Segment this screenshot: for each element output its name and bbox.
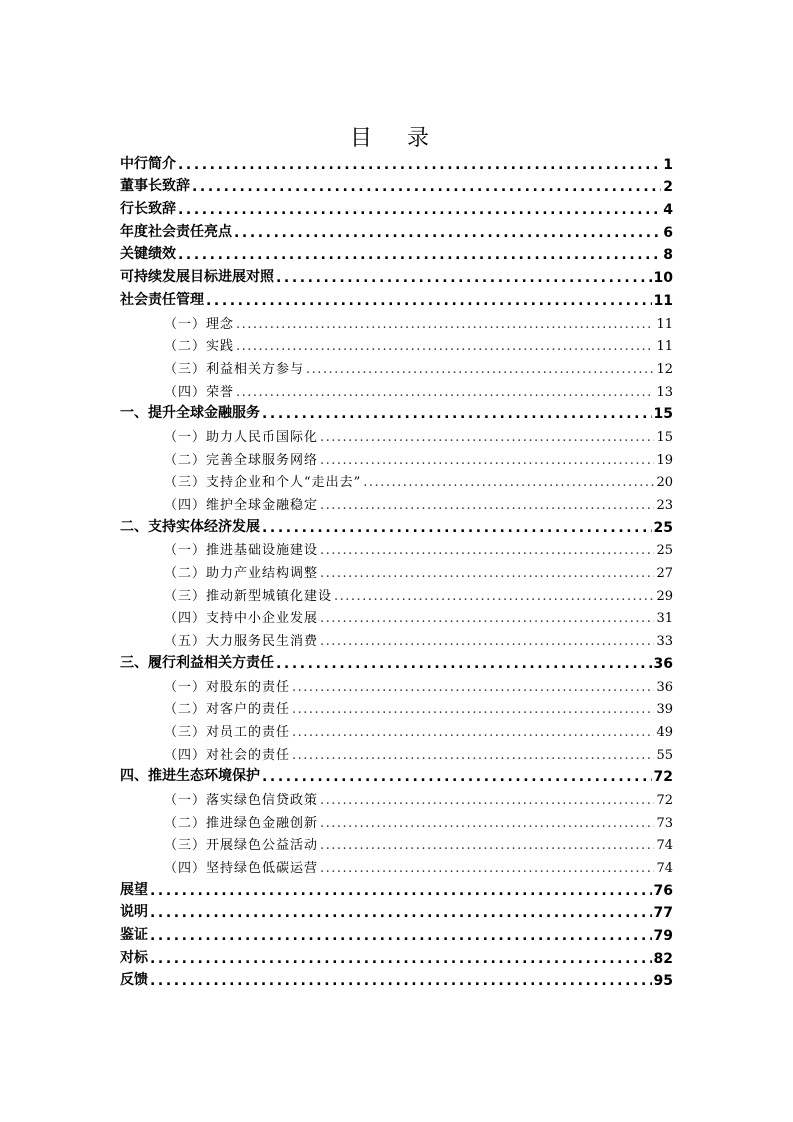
toc-leader-dots (292, 748, 654, 763)
toc-entry[interactable] (120, 150, 673, 173)
toc-entry-label: （四）支持中小企业发展 (164, 611, 319, 627)
toc-leader-dots (150, 905, 652, 921)
toc-leader-dots (306, 362, 654, 377)
toc-entry[interactable] (120, 513, 673, 536)
toc-leader-dots (320, 430, 654, 445)
toc-entry-label: （三）利益相关方参与 (164, 361, 305, 377)
toc-entry[interactable] (120, 899, 673, 922)
toc-page-number: 27 (656, 566, 673, 582)
toc-page-number: 31 (656, 611, 673, 627)
toc-entry[interactable] (120, 263, 673, 286)
table-of-contents (120, 150, 673, 989)
toc-page-number: 15 (656, 429, 673, 445)
toc-leader-dots (320, 498, 654, 513)
toc-page-number: 73 (656, 815, 673, 831)
toc-leader-dots (178, 157, 661, 173)
toc-entry-label: （二）完善全球服务网络 (164, 452, 319, 468)
toc-entry-label: 二、支持实体经济发展 (120, 518, 260, 535)
toc-entry-label: （三）支持企业和个人“走出去” (164, 475, 362, 491)
toc-leader-dots (236, 339, 654, 354)
toc-page-number: 39 (656, 702, 673, 718)
toc-entry[interactable] (120, 944, 673, 967)
toc-leader-dots (236, 317, 654, 332)
toc-leader-dots (292, 680, 654, 695)
toc-subentry[interactable] (120, 558, 673, 581)
toc-leader-dots (276, 656, 652, 672)
toc-leader-dots (206, 293, 652, 309)
toc-leader-dots (334, 589, 654, 604)
toc-leader-dots (320, 816, 654, 831)
toc-entry-label: （三）开展绿色公益活动 (164, 838, 319, 854)
toc-page-number: 76 (653, 882, 673, 899)
toc-page-number: 6 (663, 224, 673, 241)
toc-page-number: 23 (656, 498, 673, 513)
toc-entry-label: （二）对客户的责任 (164, 702, 291, 718)
toc-page-number: 8 (663, 247, 673, 264)
toc-entry[interactable] (120, 173, 673, 196)
toc-entry[interactable] (120, 921, 673, 944)
toc-page-number: 2 (663, 179, 673, 196)
toc-leader-dots (150, 883, 652, 899)
toc-page-number: 11 (656, 339, 673, 355)
toc-leader-dots (292, 725, 654, 740)
toc-page-number: 19 (656, 452, 673, 468)
toc-subentry[interactable] (120, 808, 673, 831)
toc-entry-label: （五）大力服务民生消费 (164, 634, 319, 650)
toc-leader-dots (262, 406, 652, 422)
toc-entry-label: （二）助力产业结构调整 (164, 566, 319, 582)
toc-leader-dots (150, 973, 652, 989)
toc-leader-dots (150, 951, 652, 967)
toc-page-number: 10 (653, 270, 673, 287)
toc-leader-dots (320, 793, 654, 808)
toc-entry[interactable] (120, 218, 673, 241)
toc-leader-dots (320, 838, 654, 853)
toc-page-number: 25 (656, 543, 673, 559)
toc-entry-label: （四）坚持绿色低碳运营 (164, 861, 319, 876)
toc-page-number: 95 (653, 973, 673, 990)
toc-leader-dots (262, 769, 652, 785)
toc-entry-label: 说明 (120, 904, 148, 921)
toc-page-number: 13 (656, 384, 673, 400)
toc-entry-label: 反馈 (120, 972, 148, 989)
toc-leader-dots (150, 928, 652, 944)
toc-leader-dots (320, 543, 654, 558)
toc-subentry[interactable] (120, 740, 673, 763)
toc-subentry[interactable] (120, 377, 673, 400)
toc-entry[interactable] (120, 876, 673, 899)
toc-page-number: 36 (653, 655, 673, 672)
toc-entry-label: （二）推进绿色金融创新 (164, 815, 319, 831)
toc-entry-label: 鉴证 (120, 927, 148, 944)
toc-page-number: 11 (656, 316, 673, 332)
toc-leader-dots (320, 566, 654, 581)
toc-entry-label: （一）对股东的责任 (164, 679, 291, 695)
toc-entry-label: （二）实践 (164, 339, 235, 355)
toc-entry[interactable] (120, 763, 673, 786)
toc-page-number: 33 (656, 634, 673, 650)
toc-entry-label: 关键绩效 (120, 246, 176, 263)
toc-leader-dots (320, 634, 654, 649)
toc-entry-label: （三）推动新型城镇化建设 (164, 588, 333, 604)
toc-page-number: 77 (653, 905, 673, 922)
toc-entry-label: 展望 (120, 881, 148, 898)
toc-entry-label: （一）推进基础设施建设 (164, 543, 319, 559)
toc-entry[interactable] (120, 241, 673, 264)
toc-subentry[interactable] (120, 332, 673, 355)
toc-subentry[interactable] (120, 536, 673, 559)
page-title: 目 录 (350, 125, 443, 151)
toc-subentry[interactable] (120, 785, 673, 808)
toc-leader-dots (320, 861, 654, 876)
toc-subentry[interactable] (120, 422, 673, 445)
toc-page-number: 49 (656, 724, 673, 740)
toc-page-number: 36 (656, 679, 673, 695)
toc-entry[interactable] (120, 195, 673, 218)
toc-page-number: 1 (663, 156, 673, 173)
toc-subentry[interactable] (120, 853, 673, 876)
toc-subentry[interactable] (120, 581, 673, 604)
toc-subentry[interactable] (120, 354, 673, 377)
toc-entry-label: （一）落实绿色信贷政策 (164, 792, 319, 808)
toc-entry-label: 可持续发展目标进展对照 (120, 269, 274, 286)
toc-subentry[interactable] (120, 604, 673, 627)
toc-page-number: 74 (656, 861, 673, 876)
toc-page-number: 72 (656, 792, 673, 808)
toc-page-number: 11 (653, 292, 673, 309)
toc-page-number: 25 (653, 519, 673, 536)
toc-leader-dots (178, 202, 661, 218)
toc-leader-dots (363, 475, 654, 490)
toc-subentry[interactable] (120, 468, 673, 491)
toc-leader-dots (178, 247, 661, 263)
toc-page-number: 74 (656, 838, 673, 854)
toc-entry-label: （一）助力人民币国际化 (164, 429, 319, 445)
toc-entry-label: 三、履行利益相关方责任 (120, 654, 274, 671)
toc-entry-label: 对标 (120, 949, 148, 966)
toc-entry-label: 一、提升全球金融服务 (120, 405, 260, 422)
toc-leader-dots (192, 179, 661, 195)
toc-leader-dots (236, 385, 654, 400)
toc-entry-label: 中行简介 (120, 155, 176, 172)
toc-subentry[interactable] (120, 309, 673, 332)
toc-subentry[interactable] (120, 490, 673, 513)
toc-entry-label: 年度社会责任亮点 (120, 223, 232, 240)
toc-page-number: 12 (656, 361, 673, 377)
toc-entry-label: 四、推进生态环境保护 (120, 768, 260, 785)
toc-page-number: 15 (653, 406, 673, 423)
toc-subentry[interactable] (120, 717, 673, 740)
toc-entry-label: （四）对社会的责任 (164, 747, 291, 763)
toc-subentry[interactable] (120, 626, 673, 649)
toc-leader-dots (320, 453, 654, 468)
toc-entry[interactable] (120, 286, 673, 309)
toc-page-number: 29 (656, 588, 673, 604)
toc-leader-dots (276, 270, 652, 286)
toc-leader-dots (320, 611, 654, 626)
toc-page-number: 4 (663, 202, 673, 219)
toc-leader-dots (292, 702, 654, 717)
toc-subentry[interactable] (120, 672, 673, 695)
toc-subentry[interactable] (120, 695, 673, 718)
toc-entry-label: 社会责任管理 (120, 291, 204, 308)
toc-entry-label: （四）荣誉 (164, 384, 235, 400)
toc-entry-label: （三）对员工的责任 (164, 724, 291, 740)
toc-entry-label: （四）维护全球金融稳定 (164, 498, 319, 513)
toc-entry[interactable] (120, 967, 673, 990)
toc-leader-dots (234, 225, 661, 241)
toc-subentry[interactable] (120, 831, 673, 854)
toc-subentry[interactable] (120, 445, 673, 468)
toc-page-number: 72 (653, 769, 673, 786)
toc-entry[interactable] (120, 400, 673, 423)
toc-page-number: 82 (653, 950, 673, 967)
toc-entry-label: 董事长致辞 (120, 178, 190, 195)
toc-entry[interactable] (120, 649, 673, 672)
toc-entry-label: （一）理念 (164, 316, 235, 332)
toc-entry-label: 行长致辞 (120, 201, 176, 218)
toc-page-number: 55 (656, 747, 673, 763)
toc-leader-dots (262, 520, 652, 536)
toc-page-number: 79 (653, 928, 673, 945)
toc-page-number: 20 (656, 475, 673, 491)
